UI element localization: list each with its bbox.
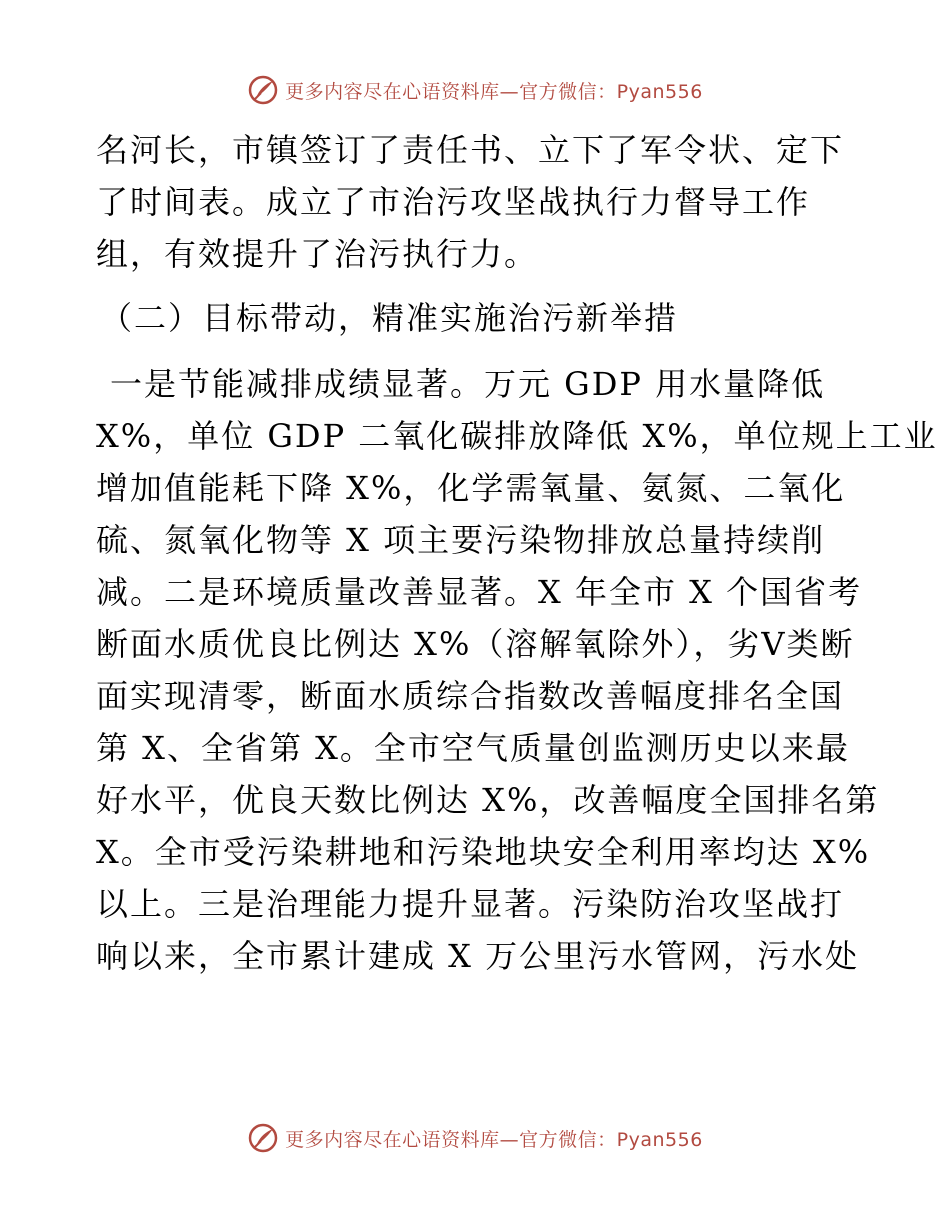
text-line: 好水平，优良天数比例达 X%，改善幅度全国排名第 xyxy=(96,781,880,819)
paragraph-2 xyxy=(96,358,938,982)
text-line: 响以来，全市累计建成 X 万公里污水管网，污水处 xyxy=(96,937,860,975)
text-line: 面实现清零，断面水质综合指数改善幅度排名全国 xyxy=(96,677,845,715)
text-line: 减。二是环境质量改善显著。X 年全市 X 个国省考 xyxy=(96,573,863,611)
text-line: 断面水质优良比例达 X%（溶解氧除外），劣Ⅴ类断 xyxy=(96,625,855,663)
paragraph-1 xyxy=(96,124,866,280)
text-line: 增加值能耗下降 X%，化学需氧量、氨氮、二氧化 xyxy=(96,469,846,507)
feather-logo-icon xyxy=(247,74,279,106)
header-banner-text: 更多内容尽在心语资料库—官方微信：Pyan556 xyxy=(285,80,703,103)
text-line: 第 X、全省第 X。全市空气质量创监测历史以来最 xyxy=(96,729,850,767)
text-line: 组，有效提升了治污执行力。 xyxy=(96,235,539,273)
feather-logo-icon xyxy=(247,1122,279,1154)
text-line: 一是节能减排成绩显著。万元 GDP 用水量降低 xyxy=(110,365,826,403)
text-line: X。全市受污染耕地和污染地块安全利用率均达 X% xyxy=(96,833,871,871)
text-line: 名河长，市镇签订了责任书、立下了军令状、定下 xyxy=(96,131,845,169)
header-banner xyxy=(0,70,950,110)
text-line: 了时间表。成立了市治污攻坚战执行力督导工作 xyxy=(96,183,811,221)
document-body xyxy=(96,124,938,982)
text-line: 以上。三是治理能力提升显著。污染防治攻坚战打 xyxy=(96,885,845,923)
footer-banner xyxy=(0,1118,950,1158)
text-line: X%，单位 GDP 二氧化碳排放降低 X%，单位规上工业 xyxy=(96,417,938,455)
footer-banner-text: 更多内容尽在心语资料库—官方微信：Pyan556 xyxy=(285,1128,703,1151)
section-heading: （二）目标带动，精准实施治污新举措 xyxy=(100,299,679,337)
text-line: 硫、氮氧化物等 X 项主要污染物排放总量持续削 xyxy=(96,521,826,559)
